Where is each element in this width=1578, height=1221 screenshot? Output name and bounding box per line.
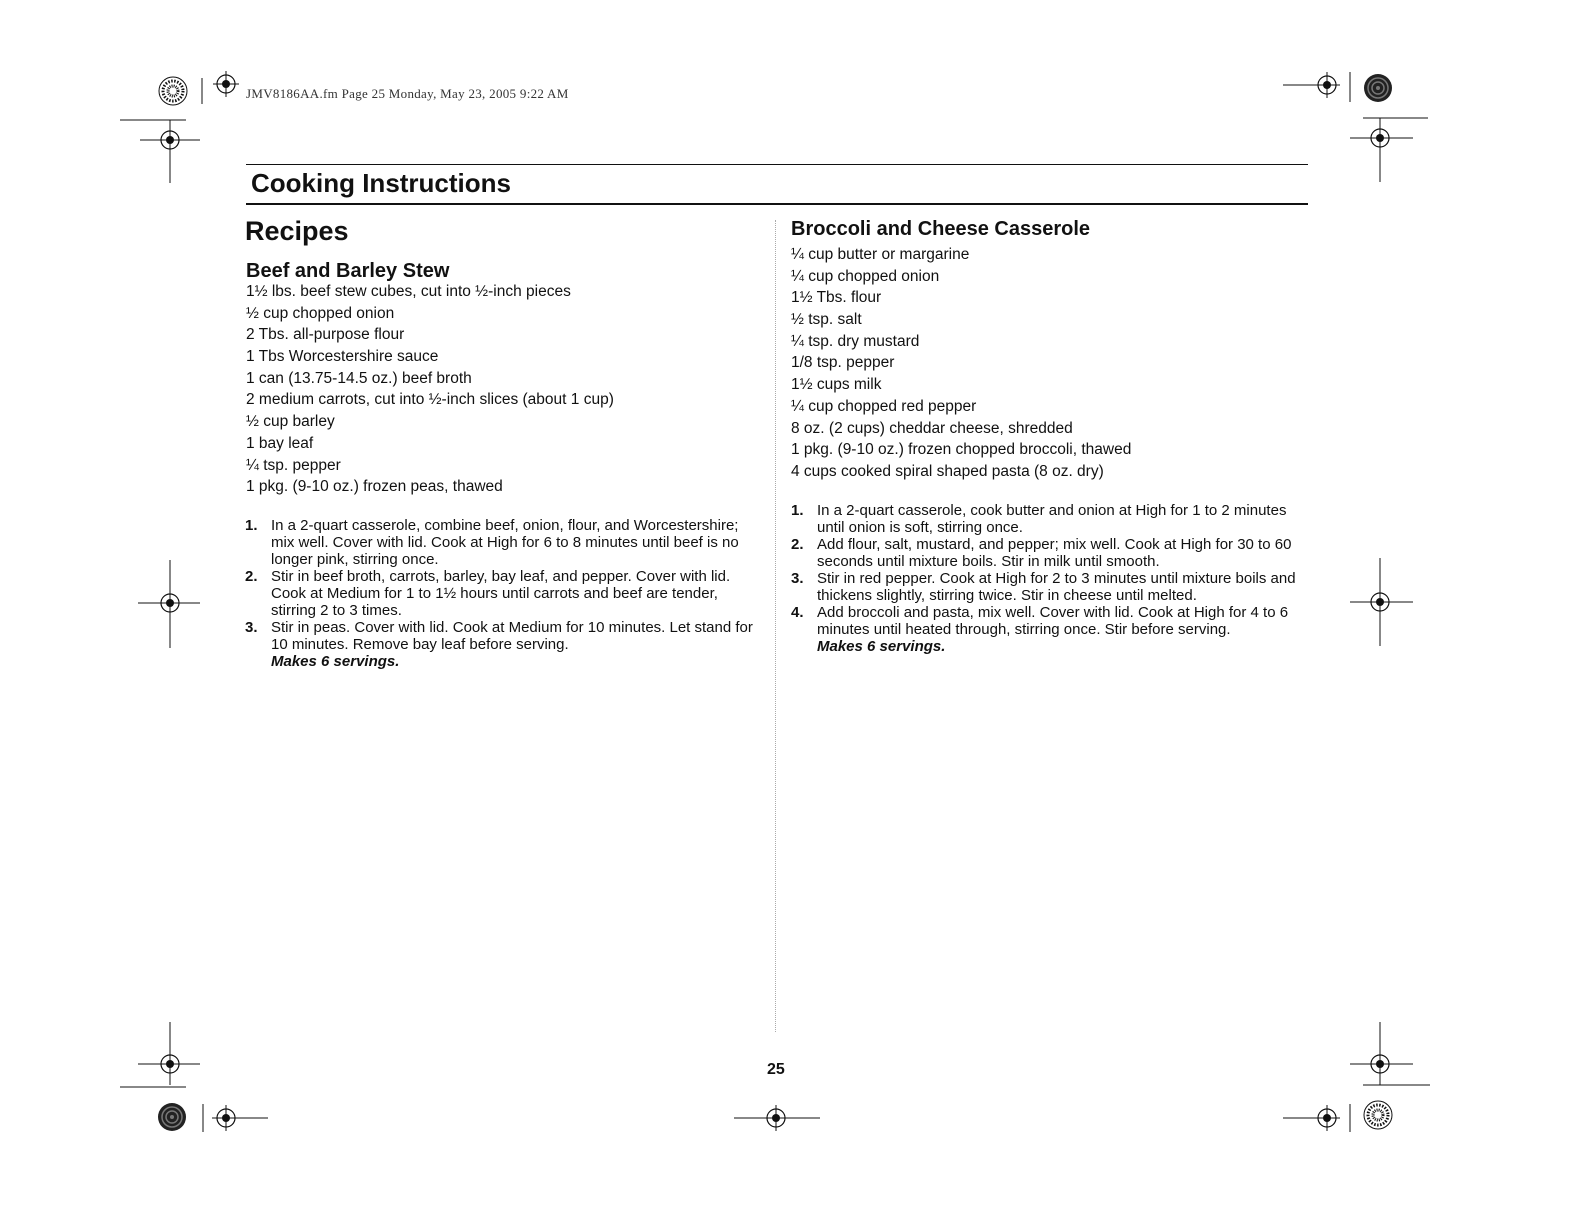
step-text: Stir in beef broth, carrots, barley, bay leaf, and pepper. Cover with lid. Cook at Medium for 1 to 1½ hours until carrots and beef are tender, stirring 2 to 3 times. [271,568,731,619]
step-number: 1. [791,502,804,519]
ingredient-item: ½ cup barley [246,413,335,431]
bullseye-mark-icon [1364,74,1392,102]
ingredient-item: 1½ lbs. beef stew cubes, cut into ½-inch pieces [246,283,571,300]
header-rule-bottom [246,203,1308,205]
ingredient-item: 1/8 tsp. pepper [791,354,895,372]
ingredient-item: 2 medium carrots, cut into ½-inch slices (about 1 cup) [246,391,614,409]
ingredient-item: 1 pkg. (9-10 oz.) frozen chopped broccoli, thawed [791,441,1132,459]
ingredient-item: 1½ cups milk [791,376,882,394]
step-text: Stir in peas. Cover with lid. Cook at Medium for 10 minutes. Let stand for 10 minutes. Remove bay leaf before serving. [271,619,753,653]
crosshair-mark-icon [157,590,183,616]
starburst-mark-icon [1364,1101,1392,1129]
step-item [245,517,755,568]
page-number: 25 [767,1061,785,1078]
ingredient-item: ¼ cup chopped onion [791,267,940,285]
step-text: Add flour, salt, mustard, and pepper; mix well. Cook at High for 30 to 60 seconds until mixture boils. Stir in milk until smooth. [817,536,1292,570]
step-text: Stir in red pepper. Cook at High for 2 to 3 minutes until mixture boils and thickens slightly, stirring twice. Stir in cheese until melted. [817,570,1296,604]
step-text: In a 2-quart casserole, combine beef, onion, flour, and Worcestershire; mix well. Cover with lid. Cook at High for 6 to 8 minutes until beef is no longer pink, stirring once. [271,517,739,568]
step-number: 4. [791,604,804,621]
steps-list-beef-barley-stew [245,517,755,670]
crosshair-mark-icon [1367,1051,1393,1077]
step-item [791,570,1311,604]
ingredient-item: ½ cup chopped onion [246,304,395,322]
ingredient-item: 8 oz. (2 cups) cheddar cheese, shredded [791,419,1073,437]
ingredient-item: ½ tsp. salt [791,311,862,329]
print-slug: JMV8186AA.fm Page 25 Monday, May 23, 2005 9:22 AM [246,86,569,101]
crosshair-mark-icon [213,71,239,97]
ingredient-item: 1 pkg. (9-10 oz.) frozen peas, thawed [246,478,503,496]
column-divider [775,220,776,1032]
crosshair-mark-icon [763,1105,789,1131]
ingredient-item: 1 Tbs Worcestershire sauce [246,348,439,366]
crosshair-mark-icon [157,1051,183,1077]
header-rule-top [246,164,1308,165]
step-item [791,604,1311,655]
step-number: 2. [245,568,258,585]
step-item [791,536,1311,570]
step-number: 3. [245,619,258,636]
servings-yield: Makes 6 servings. [817,638,946,655]
recipes-heading: Recipes [245,216,349,246]
bullseye-mark-icon [158,1103,186,1131]
servings-yield: Makes 6 servings. [271,653,400,670]
section-title: Cooking Instructions [251,168,511,198]
step-number: 1. [245,517,258,534]
crosshair-mark-icon [1314,72,1340,98]
step-number: 3. [791,570,804,587]
ingredient-item: 1 bay leaf [246,434,314,452]
recipe-title-broccoli-cheese-casserole: Broccoli and Cheese Casserole [791,218,1091,240]
ingredient-item: 1½ Tbs. flour [791,289,882,307]
step-text: In a 2-quart casserole, cook butter and onion at High for 1 to 2 minutes until onion is soft, stirring once. [817,502,1287,536]
ingredient-item: ¼ tsp. pepper [246,456,341,474]
recipe-title-beef-barley-stew: Beef and Barley Stew [246,260,450,282]
steps-list-broccoli-cheese-casserole [791,502,1311,655]
crosshair-mark-icon [1314,1105,1340,1131]
ingredient-item: 1 can (13.75-14.5 oz.) beef broth [246,369,472,387]
ingredient-item: ¼ tsp. dry mustard [791,332,920,350]
crosshair-mark-icon [1367,589,1393,615]
crosshair-mark-icon [213,1105,239,1131]
ingredient-list-broccoli-cheese-casserole [791,244,1131,483]
ingredient-item: ¼ cup chopped red pepper [791,397,977,415]
ingredient-item: ¼ cup butter or margarine [791,246,970,263]
step-item [245,619,755,670]
step-text: Add broccoli and pasta, mix well. Cover with lid. Cook at High for 4 to 6 minutes until heated through, stirring once. Stir before serving. [817,604,1289,638]
step-number: 2. [791,536,804,553]
starburst-mark-icon [159,77,187,105]
ingredient-list-beef-barley-stew [246,281,614,498]
ingredient-item: 4 cups cooked spiral shaped pasta (8 oz. dry) [791,462,1104,480]
step-item [245,568,755,619]
step-item [791,502,1311,536]
ingredient-item: 2 Tbs. all-purpose flour [246,326,405,344]
